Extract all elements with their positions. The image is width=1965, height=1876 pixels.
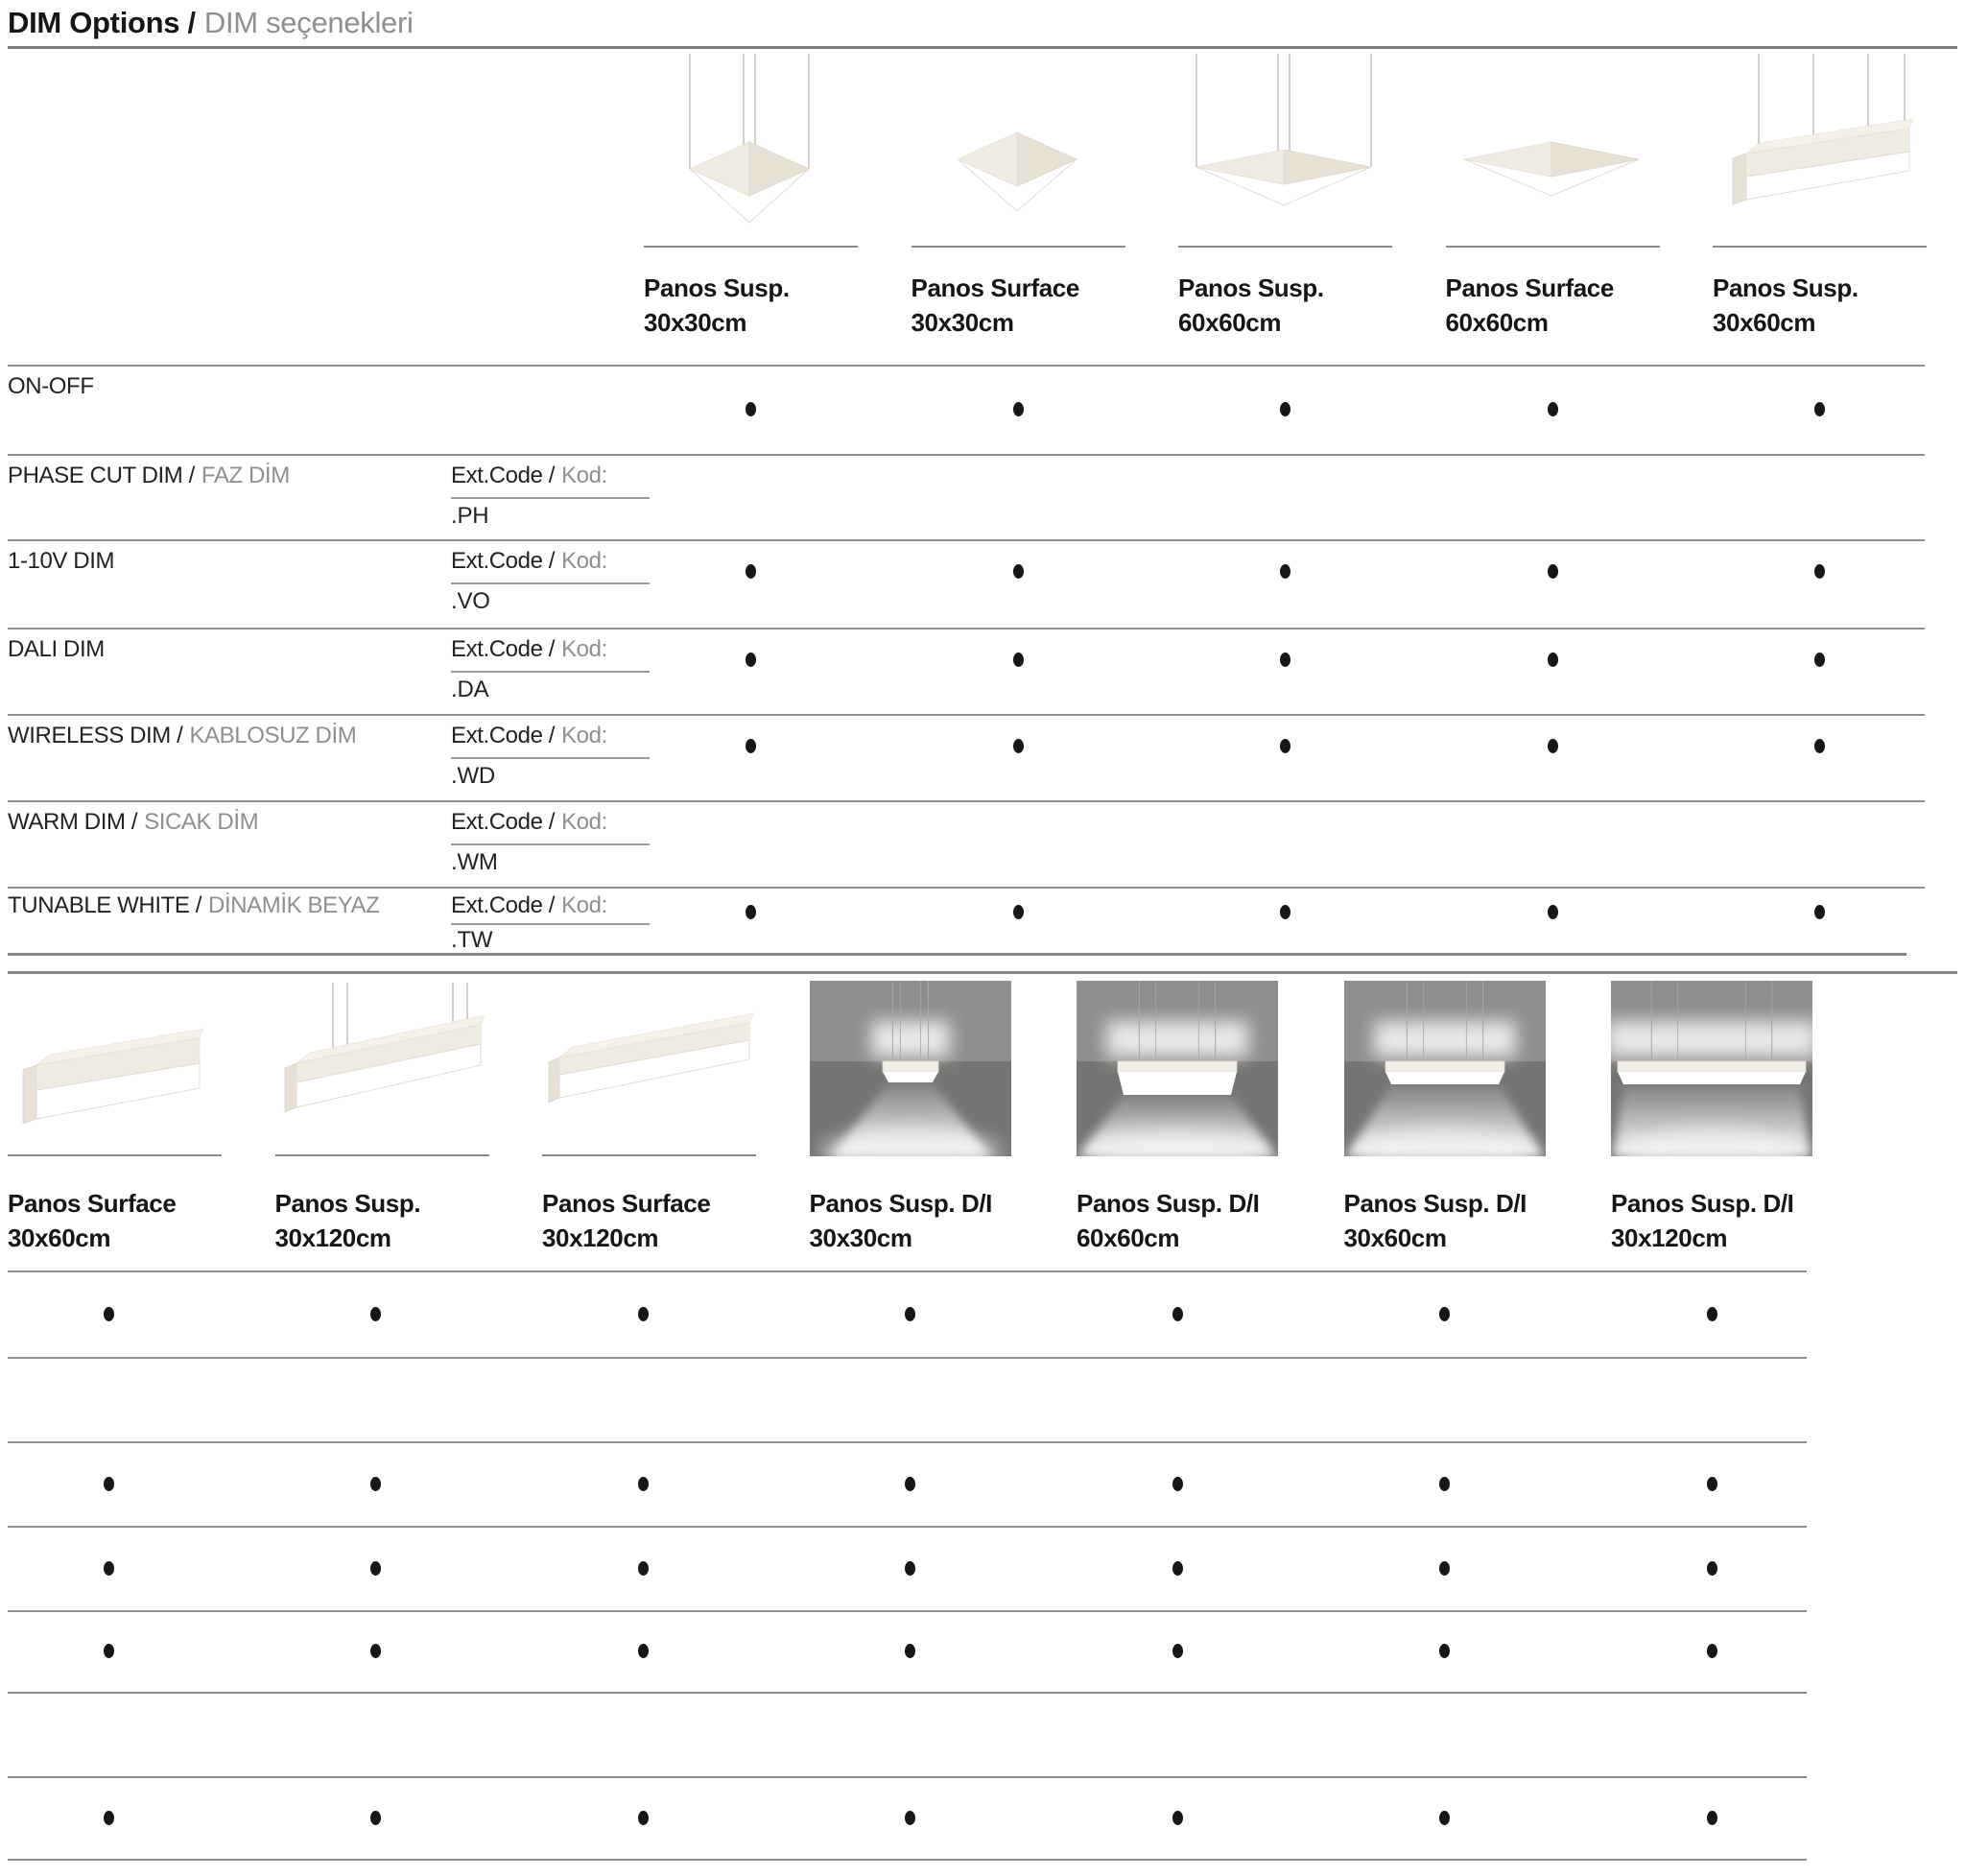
row-divider <box>8 1692 1807 1694</box>
product-underline <box>8 1154 222 1156</box>
availability-dot <box>1280 653 1290 667</box>
ext-code-underline <box>451 923 650 925</box>
availability-dot <box>1013 564 1024 579</box>
availability-dot <box>1814 402 1825 416</box>
product-name: Panos Susp. D/I <box>1343 1189 1527 1218</box>
availability-dot <box>638 1307 649 1321</box>
ext-code-label <box>451 548 607 575</box>
availability-dot <box>370 1811 381 1825</box>
availability-dot <box>370 1477 381 1491</box>
product-label-panos-susp-d-i-30x60cm <box>1344 1186 1527 1255</box>
fixture-photo <box>810 981 1011 1156</box>
ext-code-label-en: Ext.Code / <box>451 723 556 748</box>
availability-dot <box>905 1811 915 1825</box>
product-label-panos-surface-60x60cm <box>1446 271 1614 340</box>
product-size: 30x60cm <box>1343 1223 1447 1252</box>
product-image-panos-susp-d-i-30x30cm <box>810 981 1011 1156</box>
availability-dot <box>1280 564 1290 579</box>
availability-dot <box>1280 905 1290 919</box>
availability-dot <box>1707 1307 1717 1321</box>
availability-dot <box>746 653 756 667</box>
availability-dot <box>1172 1561 1183 1576</box>
availability-dot <box>1013 905 1024 919</box>
ext-code-value: .VO <box>451 588 490 614</box>
availability-dot <box>1707 1644 1717 1658</box>
product-label-panos-surface-30x30cm <box>911 271 1079 340</box>
product-image-panos-susp-30x30cm <box>644 54 858 246</box>
availability-dot <box>1280 739 1290 753</box>
product-image-panos-susp-30x120cm <box>275 983 489 1158</box>
dim-label-en: ON-OFF <box>8 373 94 399</box>
availability-dot <box>1548 564 1558 579</box>
product-underline <box>275 1154 489 1156</box>
ext-code-label-en: Ext.Code / <box>451 636 556 662</box>
availability-dot <box>905 1307 915 1321</box>
ext-code-underline <box>451 757 650 759</box>
product-name: Panos Surface <box>1445 273 1614 302</box>
product-image-panos-susp-d-i-60x60cm <box>1077 981 1278 1156</box>
product-image-panos-susp-60x60cm <box>1178 54 1392 246</box>
ext-code-label-tr: Kod: <box>561 548 607 574</box>
product-size: 30x30cm <box>644 308 747 337</box>
product-label-panos-susp-30x30cm <box>644 271 790 340</box>
availability-dot <box>1707 1477 1717 1491</box>
dim-label-tr: DİNAMİK BEYAZ <box>208 892 380 918</box>
product-image-panos-surface-30x60cm <box>8 983 222 1158</box>
availability-dot <box>746 402 756 416</box>
availability-dot <box>905 1477 915 1491</box>
product-underline <box>644 246 858 248</box>
availability-dot <box>104 1307 114 1321</box>
availability-dot <box>1548 402 1558 416</box>
page-title-tr: DIM seçenekleri <box>203 6 414 39</box>
title-rule <box>8 46 1957 49</box>
product-label-panos-susp-30x60cm <box>1713 271 1858 340</box>
row-divider <box>8 1270 1807 1272</box>
availability-dot <box>1172 1477 1183 1491</box>
product-name: Panos Susp. <box>274 1189 421 1218</box>
row-divider <box>8 454 1925 456</box>
availability-dot <box>1439 1307 1450 1321</box>
row-divider <box>8 628 1925 629</box>
product-underline <box>1178 246 1392 248</box>
dim-label-en: DALI DIM <box>8 636 105 662</box>
availability-dot <box>1172 1644 1183 1658</box>
ext-code-label-tr: Kod: <box>561 809 607 835</box>
availability-dot <box>1707 1561 1717 1576</box>
ext-code-label-tr: Kod: <box>561 463 607 488</box>
availability-dot <box>104 1561 114 1576</box>
product-size: 60x60cm <box>1077 1223 1180 1252</box>
ext-code-underline <box>451 497 650 499</box>
ext-code-label <box>451 892 607 919</box>
product-underline <box>542 1154 756 1156</box>
dim-label-en: WIRELESS DIM / <box>8 723 183 748</box>
row-divider <box>8 1610 1807 1612</box>
availability-dot <box>1814 564 1825 579</box>
fixture-art <box>1178 54 1392 246</box>
fixture-photo <box>1344 981 1546 1156</box>
fixture-art <box>1446 54 1660 246</box>
product-name: Panos Surface <box>542 1189 711 1218</box>
availability-dot <box>370 1644 381 1658</box>
ext-code-label-tr: Kod: <box>561 892 607 918</box>
product-image-panos-surface-60x60cm <box>1446 54 1660 246</box>
ext-code-underline <box>451 582 650 584</box>
product-label-panos-susp-60x60cm <box>1178 271 1324 340</box>
availability-dot <box>638 1644 649 1658</box>
product-underline <box>911 246 1125 248</box>
product-label-panos-surface-30x120cm <box>542 1186 710 1255</box>
row-divider <box>8 539 1925 541</box>
row-divider <box>8 1357 1807 1359</box>
dim-row-label-1-10v-dim <box>8 548 114 575</box>
availability-dot <box>905 1561 915 1576</box>
ext-code-label-tr: Kod: <box>561 723 607 748</box>
row-divider <box>8 887 1925 889</box>
product-image-panos-susp-d-i-30x120cm <box>1611 981 1812 1156</box>
ext-code-value: .DA <box>451 677 489 702</box>
dim-label-en: TUNABLE WHITE / <box>8 892 202 918</box>
availability-dot <box>1548 653 1558 667</box>
product-name: Panos Susp. <box>1178 273 1324 302</box>
availability-dot <box>1814 905 1825 919</box>
availability-dot <box>905 1644 915 1658</box>
dim-label-en: WARM DIM / <box>8 809 138 835</box>
section-divider-upper <box>8 953 1906 956</box>
product-size: 30x120cm <box>542 1223 659 1252</box>
availability-dot <box>1439 1561 1450 1576</box>
fixture-art <box>8 983 222 1155</box>
availability-dot <box>638 1477 649 1491</box>
section-divider-lower <box>8 971 1957 974</box>
fixture-art <box>1713 54 1927 246</box>
product-underline <box>1446 246 1660 248</box>
ext-code-value: .WM <box>451 849 498 875</box>
ext-code-label-en: Ext.Code / <box>451 548 556 574</box>
dim-label-tr: SICAK DİM <box>144 809 259 835</box>
product-name: Panos Susp. <box>644 273 790 302</box>
fixture-art <box>911 54 1125 246</box>
dim-label-tr: FAZ DİM <box>201 463 290 488</box>
product-label-panos-susp-30x120cm <box>275 1186 421 1255</box>
row-divider <box>8 1441 1807 1443</box>
ext-code-label-en: Ext.Code / <box>451 463 556 488</box>
availability-dot <box>1013 739 1024 753</box>
availability-dot <box>104 1811 114 1825</box>
availability-dot <box>370 1307 381 1321</box>
ext-code-label <box>451 636 607 663</box>
product-name: Panos Susp. D/I <box>1077 1189 1260 1218</box>
availability-dot <box>1814 739 1825 753</box>
availability-dot <box>1439 1811 1450 1825</box>
product-name: Panos Susp. <box>1713 273 1858 302</box>
page-title <box>8 6 414 40</box>
row-divider <box>8 1526 1807 1528</box>
product-label-panos-susp-d-i-30x30cm <box>810 1186 993 1255</box>
ext-code-label <box>451 723 607 749</box>
dim-label-en: 1-10V DIM <box>8 548 115 574</box>
product-size: 60x60cm <box>1178 308 1282 337</box>
ext-code-label-en: Ext.Code / <box>451 809 556 835</box>
product-size: 60x60cm <box>1445 308 1549 337</box>
product-size: 30x120cm <box>1611 1223 1728 1252</box>
availability-dot <box>1548 905 1558 919</box>
availability-dot <box>104 1644 114 1658</box>
dim-row-label-on-off <box>8 373 94 400</box>
row-divider <box>8 1859 1807 1861</box>
availability-dot <box>746 739 756 753</box>
availability-dot <box>1439 1644 1450 1658</box>
product-label-panos-susp-d-i-30x120cm <box>1611 1186 1794 1255</box>
row-divider <box>8 365 1925 367</box>
availability-dot <box>1548 739 1558 753</box>
availability-dot <box>1013 402 1024 416</box>
ext-code-value: .TW <box>451 927 493 953</box>
ext-code-label-en: Ext.Code / <box>451 892 556 918</box>
fixture-art <box>542 983 756 1155</box>
ext-code-label <box>451 463 607 489</box>
fixture-photo <box>1077 981 1278 1156</box>
ext-code-underline <box>451 671 650 673</box>
row-divider <box>8 800 1925 802</box>
availability-dot <box>1013 653 1024 667</box>
product-size: 30x60cm <box>1713 308 1816 337</box>
availability-dot <box>638 1811 649 1825</box>
product-size: 30x30cm <box>809 1223 912 1252</box>
dim-row-label-phase-cut-dim <box>8 463 290 489</box>
fixture-art <box>644 54 858 246</box>
ext-code-value: .PH <box>451 503 489 529</box>
dim-row-label-dali-dim <box>8 636 105 663</box>
page-title-en: DIM Options / <box>8 6 196 39</box>
product-name: Panos Susp. D/I <box>809 1189 992 1218</box>
product-size: 30x30cm <box>911 308 1014 337</box>
availability-dot <box>1280 402 1290 416</box>
product-image-panos-susp-30x60cm <box>1713 54 1927 246</box>
dim-row-label-warm-dim <box>8 809 258 836</box>
ext-code-label-tr: Kod: <box>561 636 607 662</box>
row-divider <box>8 714 1925 716</box>
availability-dot <box>1439 1477 1450 1491</box>
product-label-panos-susp-d-i-60x60cm <box>1077 1186 1260 1255</box>
product-underline <box>1713 246 1927 248</box>
availability-dot <box>1172 1811 1183 1825</box>
ext-code-value: .WD <box>451 763 496 789</box>
dim-label-tr: KABLOSUZ DİM <box>189 723 357 748</box>
availability-dot <box>104 1477 114 1491</box>
dim-label-en: PHASE CUT DIM / <box>8 463 195 488</box>
availability-dot <box>1707 1811 1717 1825</box>
fixture-photo <box>1611 981 1812 1156</box>
product-name: Panos Surface <box>911 273 1079 302</box>
product-image-panos-susp-d-i-30x60cm <box>1344 981 1546 1156</box>
dim-row-label-tunable-white <box>8 892 379 919</box>
dim-row-label-wireless-dim <box>8 723 356 749</box>
fixture-art <box>275 983 489 1155</box>
product-image-panos-surface-30x120cm <box>542 983 756 1158</box>
ext-code-underline <box>451 843 650 845</box>
availability-dot <box>370 1561 381 1576</box>
product-size: 30x120cm <box>274 1223 391 1252</box>
availability-dot <box>638 1561 649 1576</box>
availability-dot <box>746 905 756 919</box>
product-name: Panos Susp. D/I <box>1611 1189 1794 1218</box>
availability-dot <box>746 564 756 579</box>
ext-code-label <box>451 809 607 836</box>
product-name: Panos Surface <box>8 1189 177 1218</box>
availability-dot <box>1814 653 1825 667</box>
availability-dot <box>1172 1307 1183 1321</box>
product-size: 30x60cm <box>8 1223 111 1252</box>
row-divider <box>8 1776 1807 1778</box>
product-label-panos-surface-30x60cm <box>8 1186 176 1255</box>
product-image-panos-surface-30x30cm <box>911 54 1125 246</box>
